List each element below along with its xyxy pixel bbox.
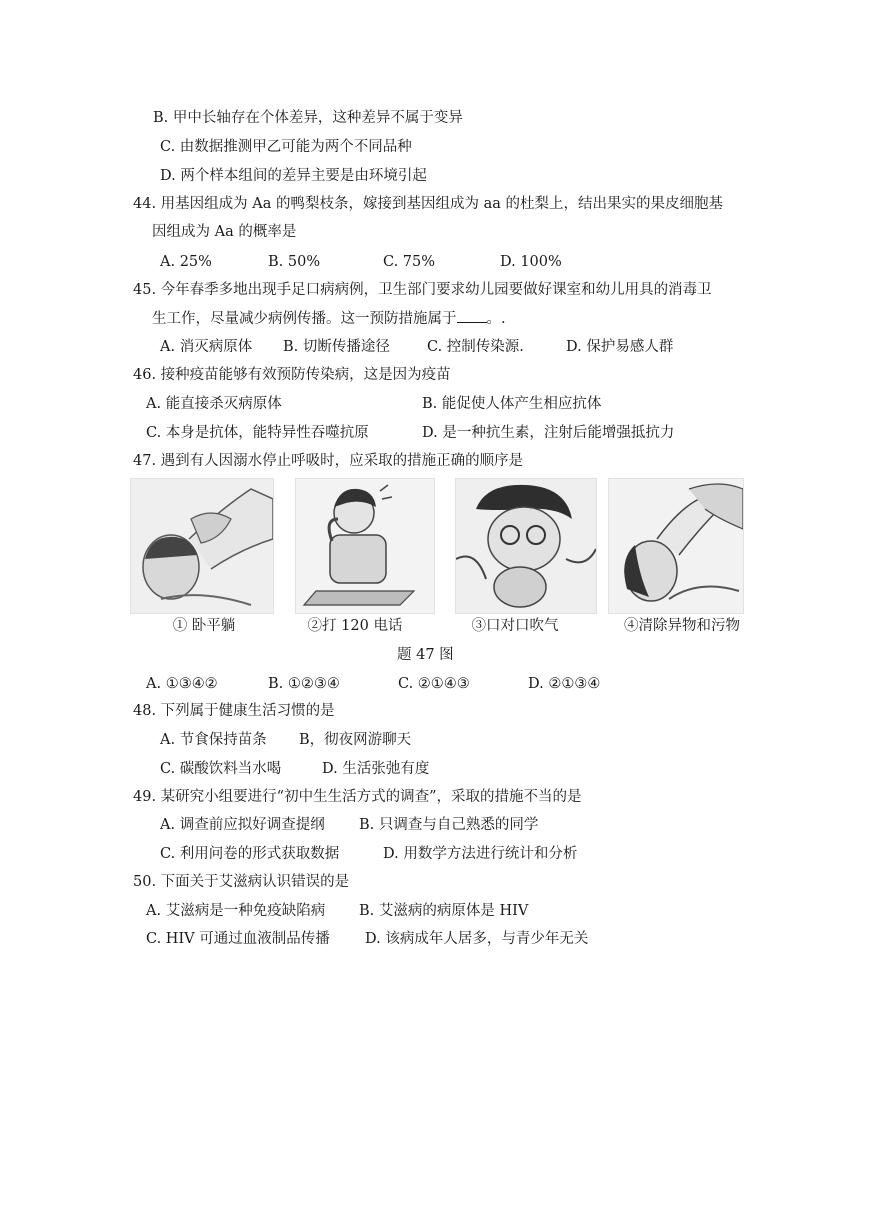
q49-stem: 49. 某研究小组要进行“初中生生活方式的调查”，采取的措施不当的是 <box>133 789 582 805</box>
q44-option-d: D. 100% <box>500 254 562 270</box>
q45-stem-line2 <box>152 308 506 329</box>
caption-2: ②打 120 电话 <box>307 618 403 634</box>
q43-option-d: D. 两个样本组间的差异主要是由环境引起 <box>160 168 427 184</box>
q50-option-d: D. 该病成年人居多，与青少年无关 <box>365 931 589 947</box>
q47-stem: 47. 遇到有人因溺水停止呼吸时，应采取的措施正确的顺序是 <box>133 453 524 469</box>
figure-mouth-to-mouth <box>455 478 597 614</box>
q46-option-c: C. 本身是抗体，能特异性吞噬抗原 <box>146 425 369 441</box>
q50-option-a: A. 艾滋病是一种免疫缺陷病 <box>146 903 326 919</box>
q45-stem-line1: 45. 今年春季多地出现手足口病病例，卫生部门要求幼儿园要做好课室和幼儿用具的消毒卫 <box>133 282 712 298</box>
caption-4: ④清除异物和污物 <box>624 618 740 634</box>
q49-option-b: B. 只调查与自己熟悉的同学 <box>359 817 539 833</box>
q50-option-c: C. HIV 可通过血液制品传播 <box>146 931 330 947</box>
q44-stem-line1: 44. 用基因组成为 Aa 的鸭梨枝条，嫁接到基因组成为 aa 的杜梨上，结出果实的果皮细胞基 <box>133 196 724 212</box>
q44-option-b: B. 50% <box>268 254 321 270</box>
q47-option-d: D. ②①③④ <box>528 676 601 692</box>
q48-stem: 48. 下列属于健康生活习惯的是 <box>133 703 335 719</box>
q44-stem-line2: 因组成为 Aa 的概率是 <box>152 224 297 240</box>
q45-stem-line2-text: 生工作，尽量减少病例传播。这一预防措施属于 <box>152 311 457 327</box>
q49-option-d: D. 用数学方法进行统计和分析 <box>383 846 578 862</box>
q48-option-b: B，彻夜网游聊天 <box>299 732 412 748</box>
q50-option-b: B. 艾滋病的病原体是 HIV <box>359 903 529 919</box>
q49-option-c: C. 利用问卷的形式获取数据 <box>160 846 340 862</box>
q47-option-c: C. ②①④③ <box>398 676 470 692</box>
q45-stem-line2-end: 。. <box>486 311 506 327</box>
q44-option-c: C. 75% <box>383 254 436 270</box>
q48-option-a: A. 节食保持苗条 <box>160 732 267 748</box>
q48-option-d: D. 生活张弛有度 <box>322 761 430 777</box>
q43-option-b: B. 甲中长轴存在个体差异，这种差异不属于变异 <box>153 110 463 126</box>
phone-call-illustration <box>296 479 434 613</box>
q46-stem: 46. 接种疫苗能够有效预防传染病，这是因为疫苗 <box>133 367 451 383</box>
figure-clear-airway <box>608 478 744 614</box>
q45-option-a: A. 消灭病原体 <box>160 339 253 355</box>
q44-option-a: A. 25% <box>160 254 212 270</box>
answer-blank <box>457 308 487 323</box>
q50-stem: 50. 下面关于艾滋病认识错误的是 <box>133 874 350 890</box>
figure-lie-flat <box>130 478 274 614</box>
q45-option-b: B. 切断传播途径 <box>283 339 390 355</box>
caption-3: ③口对口吹气 <box>471 618 559 634</box>
lie-flat-illustration <box>131 479 273 613</box>
caption-1: ① 卧平躺 <box>172 618 236 634</box>
q45-option-d: D. 保护易感人群 <box>566 339 674 355</box>
figure-title: 题 47 图 <box>397 647 454 663</box>
q43-option-c: C. 由数据推测甲乙可能为两个不同品种 <box>160 139 412 155</box>
q47-option-b: B. ①②③④ <box>268 676 340 692</box>
q45-option-c: C. 控制传染源. <box>427 339 524 355</box>
q46-option-a: A. 能直接杀灭病原体 <box>146 396 282 412</box>
q46-option-b: B. 能促使人体产生相应抗体 <box>422 396 602 412</box>
figure-phone-call <box>295 478 435 614</box>
mouth-to-mouth-illustration <box>456 479 596 613</box>
clear-airway-illustration <box>609 479 743 613</box>
q47-option-a: A. ①③④② <box>146 676 218 692</box>
q48-option-c: C. 碳酸饮料当水喝 <box>160 761 282 777</box>
q49-option-a: A. 调查前应拟好调查提纲 <box>160 817 325 833</box>
q46-option-d: D. 是一种抗生素，注射后能增强抵抗力 <box>422 425 675 441</box>
